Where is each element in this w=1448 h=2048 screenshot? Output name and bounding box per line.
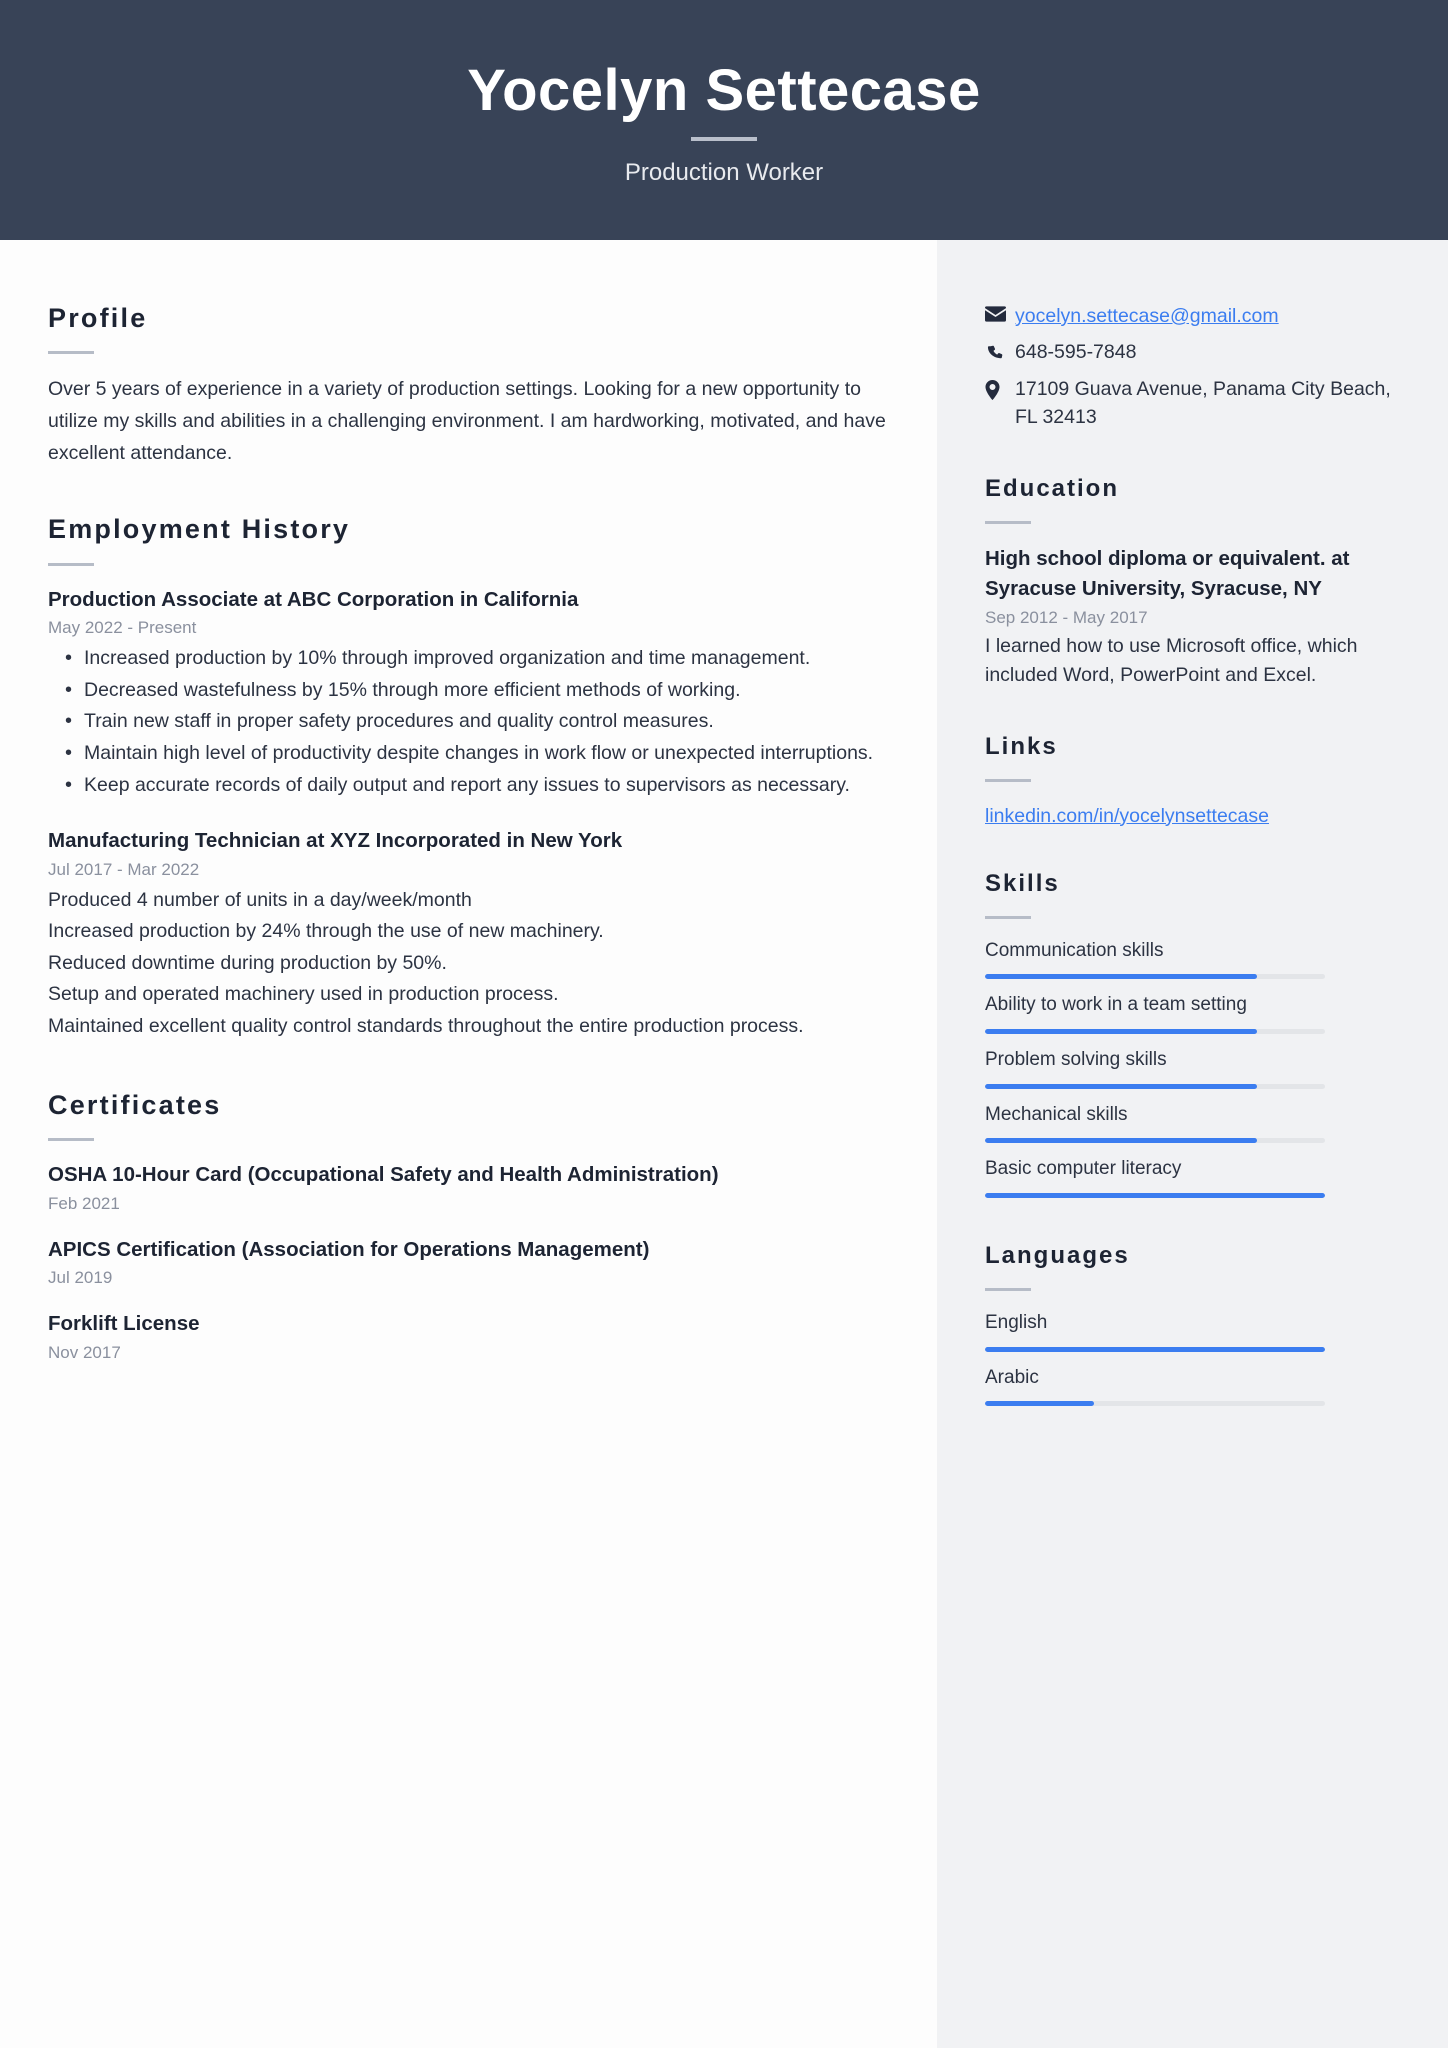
languages-heading: Languages [985,1242,1130,1270]
education-heading-rule [985,521,1031,524]
skill-level-bar [985,974,1325,979]
candidate-name: Yocelyn Settecase [467,57,981,123]
certificate-title: Forklift License [48,1312,200,1336]
skill-level-bar [985,1084,1325,1089]
education-description: I learned how to use Microsoft office, which included Word, PowerPoint and Excel. [985,634,1358,687]
links-heading-rule [985,779,1031,782]
certificate-date: Nov 2017 [48,1343,121,1363]
skill-level-bar [985,1029,1325,1034]
education-date: Sep 2012 - May 2017 [985,607,1148,627]
language-level-bar [985,1347,1325,1352]
section-skills [985,870,1398,1198]
skill [985,1048,1398,1089]
skill-label: Basic computer literacy [985,1158,1182,1180]
skill-level-fill [985,1138,1257,1143]
profile-link[interactable]: linkedin.com/in/yocelynsettecase [985,804,1269,827]
skill [985,1103,1398,1144]
certificate-entries [48,1161,889,1363]
skill [985,993,1398,1034]
section-languages [985,1242,1398,1406]
contact-row [985,339,1398,367]
employment-description-line: Reduced downtime during production by 50%. [48,951,447,974]
skill-label: Mechanical skills [985,1103,1128,1125]
certificates-heading-rule [48,1138,94,1141]
resume-header [0,0,1448,240]
skill-label: Problem solving skills [985,1049,1167,1071]
language [985,1366,1398,1407]
certificate-entry [48,1236,889,1289]
contact-email-link[interactable]: yocelyn.settecase@gmail.com [1015,305,1279,327]
resume-body [0,240,1448,2048]
skill-level-bar [985,1193,1325,1198]
contact-value: 17109 Guava Avenue, Panama City Beach, FL 32413 [1015,377,1391,428]
employment-entry [48,586,889,802]
language-label: Arabic [985,1366,1039,1388]
employment-bullet: • Maintain high level of productivity despite changes in work flow or unexpected interruptions. [48,738,889,770]
language-level-fill [985,1401,1094,1406]
sidebar-column [937,240,1448,2048]
candidate-job-title: Production Worker [624,159,824,187]
certificate-title: OSHA 10-Hour Card (Occupational Safety and Health Administration) [48,1163,719,1187]
employment-description-line: Increased production by 24% through the use of new machinery. [48,920,604,943]
employment-description-lines [48,885,889,1043]
skill-label: Ability to work in a team setting [985,994,1247,1016]
skill-level-bar [985,1138,1325,1143]
links-heading: Links [985,732,1058,760]
education-entries [985,544,1398,691]
main-column [0,240,937,2048]
skill-entries [985,939,1398,1198]
language-level-bar [985,1401,1325,1406]
profile-heading: Profile [48,303,148,333]
skill [985,1157,1398,1198]
header-divider [691,137,757,141]
language-entries [985,1311,1398,1406]
link-entries [985,802,1398,830]
section-certificates [48,1089,889,1363]
employment-description-line: Produced 4 number of units in a day/week/month [48,888,472,911]
employment-description-line: Maintained excellent quality control standards throughout the entire production process. [48,1015,804,1038]
section-education [985,475,1398,690]
education-heading: Education [985,475,1120,503]
language-label: English [985,1311,1048,1333]
employment-entry-title: Production Associate at ABC Corporation in California [48,587,579,611]
certificate-entry [48,1161,889,1214]
education-entry [985,544,1398,691]
employment-bullet: • Increased production by 10% through improved organization and time management. [48,643,889,675]
education-title: High school diploma or equivalent. at Syracuse University, Syracuse, NY [985,547,1350,600]
employment-bullet: • Keep accurate records of daily output and report any issues to supervisors as necessary. [48,770,889,802]
skills-heading-rule [985,916,1031,919]
skill-level-fill [985,974,1257,979]
certificate-date: Jul 2019 [48,1268,113,1288]
employment-entries [48,586,889,1043]
profile-heading-rule [48,351,94,354]
contact-row[interactable] [985,302,1398,330]
language [985,1311,1398,1352]
employment-entry-date: May 2022 - Present [48,618,197,638]
languages-heading-rule [985,1288,1031,1291]
language-level-fill [985,1347,1325,1352]
employment-entry [48,827,889,1043]
contact-value: 648-595-7848 [1015,341,1137,364]
certificate-entry [48,1310,889,1363]
skills-heading: Skills [985,869,1060,897]
employment-history-heading: Employment History [48,514,351,545]
certificate-date: Feb 2021 [48,1193,120,1213]
section-profile [48,302,889,469]
skill-level-fill [985,1193,1325,1198]
employment-entry-title: Manufacturing Technician at XYZ Incorporated in New York [48,829,623,853]
section-employment-history [48,513,889,1043]
profile-text: Over 5 years of experience in a variety of production settings. Looking for a new opportunity to utilize my skills and abilities in a challenging environment. I am hardworking, motivated, and have excellent attendance. [48,378,886,464]
phone-icon [985,339,1015,362]
location-pin-icon [985,376,1015,400]
contact-row [985,376,1398,431]
skill [985,939,1398,980]
certificates-heading: Certificates [48,1089,222,1120]
envelope-icon [985,302,1015,322]
section-links [985,733,1398,830]
certificate-title: APICS Certification (Association for Operations Management) [48,1237,650,1261]
skill-label: Communication skills [985,939,1164,961]
skill-level-fill [985,1029,1257,1034]
employment-bullet: • Train new staff in proper safety procedures and quality control measures. [48,706,889,738]
employment-bullet-list [48,643,889,801]
employment-description-line: Setup and operated machinery used in production process. [48,983,559,1006]
employment-entry-date: Jul 2017 - Mar 2022 [48,859,200,879]
employment-history-heading-rule [48,563,94,566]
employment-bullet: • Decreased wastefulness by 15% through more efficient methods of working. [48,675,889,707]
skill-level-fill [985,1084,1257,1089]
contact-list [985,302,1398,431]
